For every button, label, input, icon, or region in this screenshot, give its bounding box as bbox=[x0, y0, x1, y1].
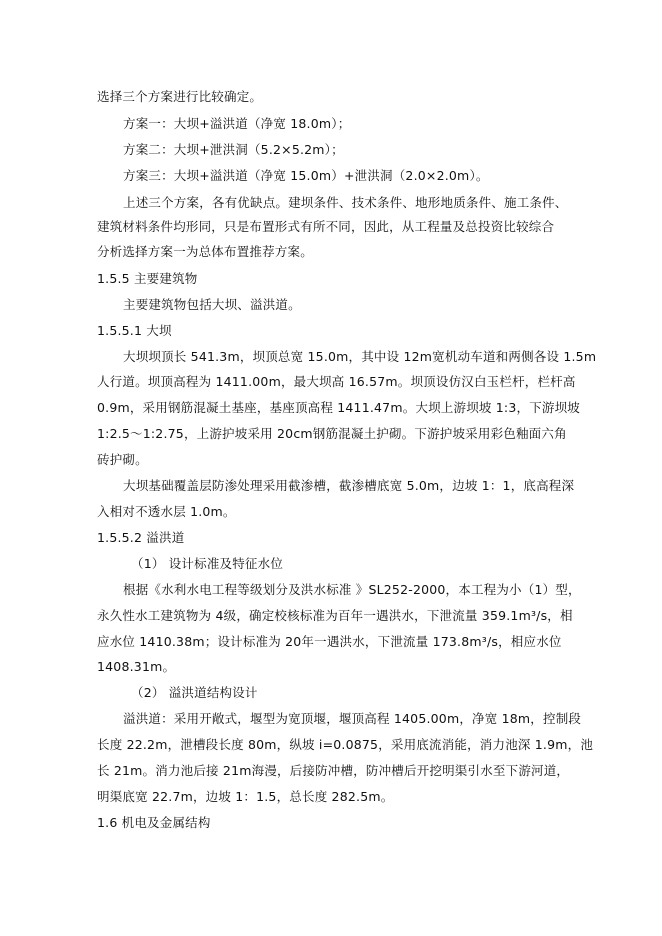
section-heading-1-5-5-2: 1.5.5.2 溢洪道 bbox=[97, 530, 185, 545]
paragraph-line: 明渠底宽 22.7m，边坡 1：1.5，总长度 282.5m。 bbox=[97, 789, 394, 804]
paragraph-line: 永久性水工建筑物为 4级，确定校核标准为百年一遇洪水，下泄流量 359.1m³/s，相 bbox=[97, 608, 573, 623]
paragraph-line: 长度 22.2m，泄槽段长度 80m，纵坡 i=0.0875，采用底流消能，消力池深 1.9m，池 bbox=[97, 737, 594, 752]
paragraph-line: 1:2.5～1:2.75，上游护坡采用 20cm钢筋混凝土护砌。下游护坡采用彩色釉面六角 bbox=[97, 426, 567, 441]
paragraph-line: 主要建筑物包括大坝、溢洪道。 bbox=[123, 297, 301, 312]
paragraph-line: 建筑材料条件均形同，只是布置形式有所不同，因此，从工程量及总投资比较综合 bbox=[97, 219, 555, 234]
paragraph-line: 溢洪道：采用开敞式，堰型为宽顶堰，堰顶高程 1405.00m，净宽 18m，控制段 bbox=[123, 711, 582, 726]
paragraph-line: 应水位 1410.38m；设计标准为 20年一遇洪水，下泄流量 173.8m³/s，相应水位 bbox=[97, 634, 562, 649]
paragraph-line: 1408.31m。 bbox=[97, 659, 176, 674]
section-heading-1-6: 1.6 机电及金属结构 bbox=[97, 815, 211, 830]
paragraph-line: 0.9m，采用钢筋混凝土基座，基座顶高程 1411.47m。大坝上游坝坡 1:3，下游坝坡 bbox=[97, 400, 580, 415]
paragraph-line: 上述三个方案，各有优缺点。建坝条件、技术条件、地形地质条件、施工条件、 bbox=[123, 195, 568, 210]
scheme-two-line: 方案二：大坝+泄洪洞（5.2×5.2m）； bbox=[123, 142, 344, 157]
paragraph-line: 长 21m。消力池后接 21m海漫，后接防冲槽，防冲槽后开挖明渠引水至下游河道， bbox=[97, 763, 570, 778]
section-heading-1-5-5: 1.5.5 主要建筑物 bbox=[97, 271, 198, 286]
paragraph-line: 人行道。坝顶高程为 1411.00m，最大坝高 16.57m。坝顶设仿汉白玉栏杆，栏杆高 bbox=[97, 374, 576, 389]
scheme-three-line: 方案三：大坝+溢洪道（净宽 15.0m）+泄洪洞（2.0×2.0m）。 bbox=[123, 168, 489, 183]
paragraph-line: 选择三个方案进行比较确定。 bbox=[97, 89, 263, 104]
paragraph-line: 砖护砌。 bbox=[97, 452, 148, 467]
paragraph-line: 分析选择方案一为总体布置推荐方案。 bbox=[97, 244, 313, 259]
section-heading-1-5-5-1: 1.5.5.1 大坝 bbox=[97, 323, 172, 338]
paragraph-line: 根据《水利水电工程等级划分及洪水标准 》SL252-2000，本工程为小（1）型， bbox=[123, 582, 581, 597]
paragraph-line: 大坝坝顶长 541.3m，坝顶总宽 15.0m，其中设 12m宽机动车道和两侧各设 1.5m bbox=[123, 349, 597, 364]
paragraph-line: 入相对不透水层 1.0m。 bbox=[97, 504, 236, 519]
scheme-one-line: 方案一：大坝+溢洪道（净宽 18.0m）； bbox=[123, 116, 351, 131]
paragraph-line: 大坝基础覆盖层防渗处理采用截渗槽，截渗槽底宽 5.0m，边坡 1：1，底高程深 bbox=[123, 478, 575, 493]
subheading-structure-design: （2） 溢洪道结构设计 bbox=[131, 685, 258, 700]
subheading-design-standard: （1） 设计标准及特征水位 bbox=[131, 556, 284, 571]
